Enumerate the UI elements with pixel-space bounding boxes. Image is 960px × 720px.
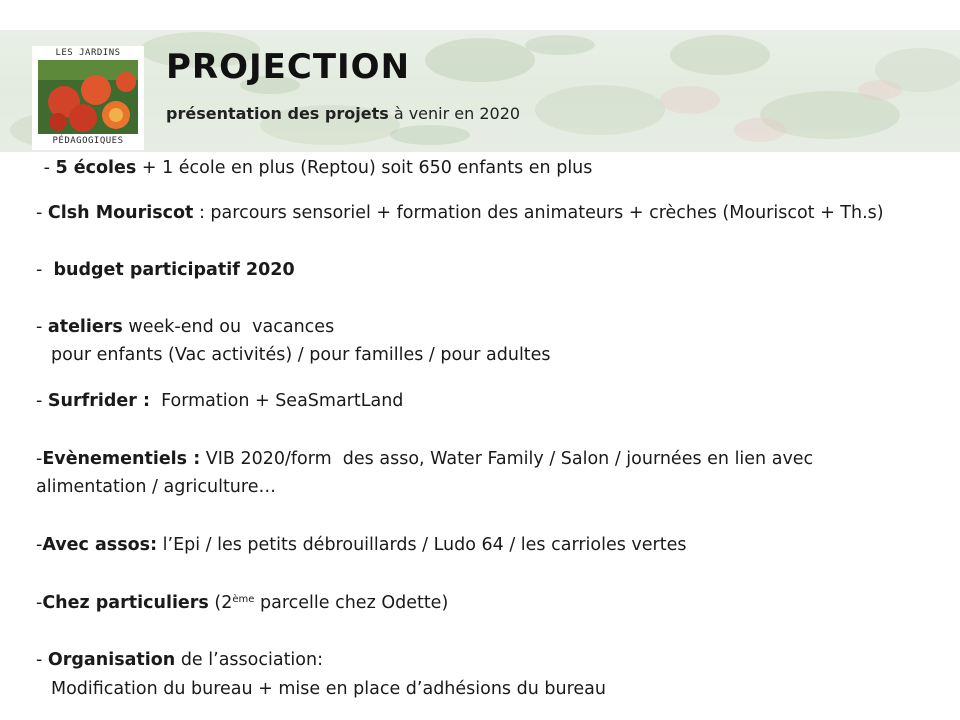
- foliage-background: [0, 30, 960, 152]
- item-text: de l’association:: [175, 650, 323, 670]
- item-text: parcelle chez Odette): [254, 593, 449, 613]
- item-text: Formation + SeaSmartLand: [149, 391, 404, 411]
- item-superscript: ème: [232, 594, 255, 605]
- item-prefix: -: [36, 260, 54, 280]
- item-ateliers-line2: pour enfants (Vac activités) / pour familles / pour adultes: [51, 345, 551, 365]
- item-bold: 5 écoles: [55, 158, 137, 178]
- item-clsh: [36, 205, 884, 223]
- item-prefix: -: [36, 449, 43, 469]
- item-prefix: -: [38, 158, 56, 178]
- item-bold: Organisation: [47, 650, 176, 670]
- item-bold: Chez particuliers: [42, 593, 209, 613]
- item-prefix: -: [36, 650, 48, 670]
- item-ateliers: [36, 319, 334, 337]
- item-budget: [36, 262, 295, 280]
- item-organisation: [36, 652, 323, 670]
- item-ecoles: [38, 160, 592, 178]
- item-text: : parcours sensoriel + formation des animateurs + crèches (Mouriscot + Th.s): [193, 203, 884, 223]
- item-bold: Clsh Mouriscot: [47, 203, 194, 223]
- item-text: l’Epi / les petits débrouillards / Ludo 64 / les carrioles vertes: [157, 535, 687, 555]
- fruit-image: [38, 60, 138, 134]
- item-prefix: -: [36, 317, 48, 337]
- item-text: (2: [208, 593, 233, 613]
- subtitle-bold: présentation des projets: [166, 104, 389, 123]
- item-prefix: -: [36, 593, 43, 613]
- item-text: VIB 2020/form des asso, Water Family / Salon / journées en lien avec: [200, 449, 814, 469]
- item-surfrider: [36, 393, 403, 411]
- item-prefix: -: [36, 203, 48, 223]
- header-banner: [0, 30, 960, 152]
- item-bold: ateliers: [47, 317, 123, 337]
- item-bold: Evènementiels :: [42, 449, 201, 469]
- logo: [32, 46, 144, 150]
- item-evenementiels: [36, 451, 813, 469]
- item-assos: [36, 537, 686, 555]
- logo-line-2: PÉDAGOGIQUES: [52, 136, 124, 146]
- item-text: + 1 école en plus (Reptou) soit 650 enfants en plus: [136, 158, 593, 178]
- item-particuliers: [36, 595, 448, 613]
- item-evenementiels-line2: alimentation / agriculture…: [36, 477, 276, 497]
- page-title: PROJECTION: [166, 47, 411, 87]
- page-subtitle: [166, 104, 520, 123]
- logo-line-1: LES JARDINS: [55, 48, 121, 58]
- item-organisation-line2: Modification du bureau + mise en place d’adhésions du bureau: [51, 679, 606, 699]
- item-bold: budget participatif 2020: [53, 260, 295, 280]
- item-bold: Surfrider :: [47, 391, 150, 411]
- subtitle-rest: à venir en 2020: [388, 104, 521, 123]
- item-text: week-end ou vacances: [122, 317, 335, 337]
- item-prefix: -: [36, 535, 43, 555]
- item-bold: Avec assos:: [42, 535, 158, 555]
- item-prefix: -: [36, 391, 48, 411]
